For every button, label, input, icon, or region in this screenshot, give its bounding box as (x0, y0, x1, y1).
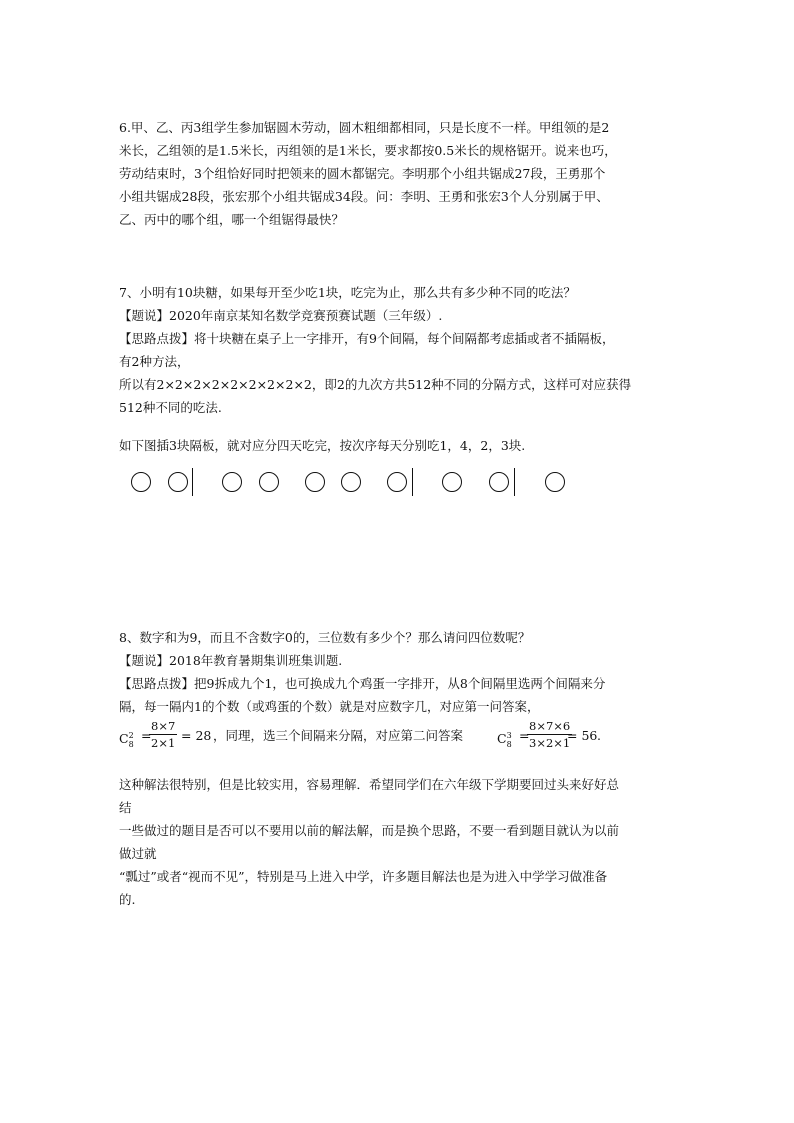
result-2: = 56 (567, 728, 598, 743)
candy-circle (168, 472, 188, 492)
q6-line-2: 米长，乙组领的是1.5米长，丙组领的是1米长，要求都按0.5米长的规格锯开。说来也巧， (119, 143, 617, 158)
result-1: = 28 (181, 728, 212, 743)
q7-line-3: 【思路点拨】将十块糖在桌子上一字排开，有9个间隔，每个间隔都考虑插或者不插隔板， (119, 331, 615, 346)
candy-circle (545, 472, 565, 492)
comb-base: C (497, 731, 507, 747)
fraction-denominator: 2×1 (151, 736, 176, 750)
q8-line-4: 隔，每一隔内1的个数（或鸡蛋的个数）就是对应数字几，对应第一问答案， (119, 699, 540, 714)
formula-end: . (597, 728, 601, 743)
comb-sup: 3 (506, 731, 512, 740)
fraction-numerator: 8×7×6 (529, 719, 571, 733)
closing-line-4: 做过就 (119, 846, 157, 861)
q8-line-2: 【题说】2018年教育暑期集训班集训题. (119, 653, 343, 668)
fraction-denominator: 3×2×1 (529, 736, 571, 750)
fraction-2 (527, 718, 572, 751)
equals-sign: = (519, 728, 530, 743)
closing-line-5: “瓢过”或者“视而不见”，特别是马上进入中学，许多题目解法也是为进入中学学习做准备 (119, 869, 608, 884)
formula-middle-text: ，同理，选三个间隔来分隔，对应第二问答案 (213, 728, 464, 743)
q7-line-4: 有2种方法， (119, 354, 190, 369)
candy-circle (131, 472, 151, 492)
combination-formula (119, 716, 739, 756)
closing-line-6: 的. (119, 892, 136, 907)
comb-base: C (119, 731, 129, 747)
q6-line-5: 乙、丙中的哪个组，哪一个组锯得最快？ (119, 212, 345, 227)
candy-circle (305, 472, 325, 492)
equals-sign: = (141, 728, 152, 743)
candy-circle (222, 472, 242, 492)
candy-circle (341, 472, 361, 492)
q7-line-1: 7、小明有10块糖，如果每开至少吃1块，吃完为止，那么共有多少种不同的吃法？ (119, 285, 576, 300)
divider-bar (412, 468, 413, 496)
q7-line-2: 【题说】2020年南京某知名数学竞赛预赛试题（三年级）. (119, 308, 443, 323)
q8-line-3: 【思路点拨】把9拆成九个1，也可换成九个鸡蛋一字排开，从8个间隔里选两个间隔来分 (119, 676, 606, 691)
closing-line-1: 这种解法很特别，但是比较实用，容易理解．希望同学们在六年级下学期要回过头来好好总 (119, 777, 620, 792)
comb-sup: 2 (128, 731, 134, 740)
q6-line-3: 劳动结束时，3个组恰好同时把领来的圆木都锯完。李明那个小组共锯成27段，王勇那个 (119, 166, 606, 181)
closing-line-3: 一些做过的题目是否可以不要用以前的解法解，而是换个思路，不要一看到题目就认为以前 (119, 823, 620, 838)
q7-line-7: 如下图插3块隔板，就对应分四天吃完，按次序每天分别吃1，4，2，3块. (119, 438, 526, 453)
candy-divider-diagram (128, 468, 588, 500)
divider-bar (192, 468, 193, 496)
q7-line-6: 512种不同的吃法. (119, 400, 222, 415)
candy-circle (489, 472, 509, 492)
candy-circle (387, 472, 407, 492)
fraction-1 (149, 718, 177, 751)
q7-line-5: 所以有2×2×2×2×2×2×2×2×2，即2的九次方共512种不同的分隔方式，这样可对应获得 (119, 377, 632, 392)
candy-circle (259, 472, 279, 492)
comb-sub: 8 (128, 739, 134, 749)
fraction-numerator: 8×7 (151, 719, 176, 733)
q8-line-1: 8、数字和为9，而且不含数字0的，三位数有多少个？那么请问四位数呢？ (119, 630, 531, 645)
comb-sub: 8 (506, 739, 512, 749)
candy-circle (442, 472, 462, 492)
divider-bar (514, 468, 515, 496)
q6-line-1: 6.甲、乙、丙3组学生参加锯圆木劳动，圆木粗细都相同，只是长度不一样。甲组领的是2 (119, 120, 610, 135)
combination-c2 (497, 726, 512, 755)
closing-line-2: 结 (119, 800, 132, 815)
combination-c1 (119, 726, 134, 755)
q6-line-4: 小组共锯成28段，张宏那个小组共锯成34段。问：李明、王勇和张宏3个人分别属于甲、 (119, 189, 609, 204)
